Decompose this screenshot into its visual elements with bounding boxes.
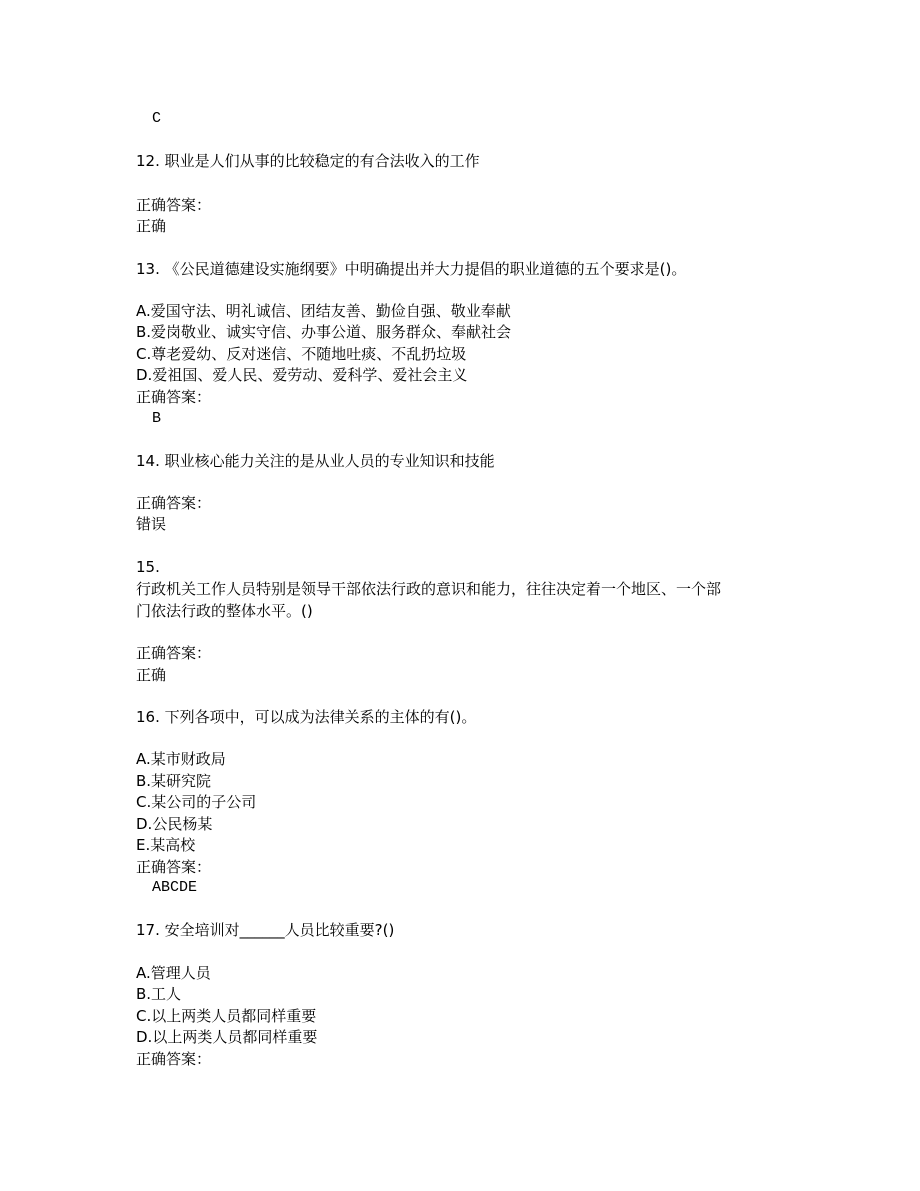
q16-option-d: D.公民杨某 [136, 815, 213, 833]
q17-option-c: C.以上两类人员都同样重要 [136, 1007, 317, 1025]
q16-answer: ABCDE [152, 879, 198, 896]
q12-answer-label: 正确答案： [136, 196, 212, 214]
q14-question: 14. 职业核心能力关注的是从业人员的专业知识和技能 [136, 452, 495, 470]
q15-question-line2: 门依法行政的整体水平。() [136, 602, 313, 620]
q16-question: 16. 下列各项中，可以成为法律关系的主体的有()。 [136, 708, 477, 726]
q13-option-b: B.爱岗敬业、诚实守信、办事公道、服务群众、奉献社会 [136, 323, 512, 341]
q12-answer: 正确 [136, 217, 167, 235]
q16-option-a: A.某市财政局 [136, 750, 226, 768]
q17-option-d: D.以上两类人员都同样重要 [136, 1028, 318, 1046]
q11-answer: C [152, 110, 162, 127]
q15-answer-label: 正确答案： [136, 644, 212, 662]
q15-answer: 正确 [136, 666, 167, 684]
q17-question: 17. 安全培训对______人员比较重要?() [136, 921, 395, 939]
q12-question: 12. 职业是人们从事的比较稳定的有合法收入的工作 [136, 152, 480, 170]
q13-option-a: A.爱国守法、明礼诚信、团结友善、勤俭自强、敬业奉献 [136, 302, 511, 320]
q14-answer-label: 正确答案： [136, 494, 212, 512]
q17-option-a: A.管理人员 [136, 964, 211, 982]
q16-option-e: E.某高校 [136, 836, 196, 854]
q15-number: 15. [136, 558, 160, 576]
q13-answer: B [152, 410, 162, 427]
q17-option-b: B.工人 [136, 985, 182, 1003]
q16-answer-label: 正确答案： [136, 858, 212, 876]
q13-answer-label: 正确答案： [136, 388, 212, 406]
q13-option-d: D.爱祖国、爱人民、爱劳动、爱科学、爱社会主义 [136, 366, 468, 384]
q13-option-c: C.尊老爱幼、反对迷信、不随地吐痰、不乱扔垃圾 [136, 345, 467, 363]
q16-option-c: C.某公司的子公司 [136, 793, 257, 811]
q15-question-line1: 行政机关工作人员特别是领导干部依法行政的意识和能力，往往决定着一个地区、一个部 [136, 580, 722, 598]
q14-answer: 错误 [136, 515, 167, 533]
q16-option-b: B.某研究院 [136, 772, 212, 790]
q13-question: 13. 《公民道德建设实施纲要》中明确提出并大力提倡的职业道德的五个要求是()。 [136, 260, 687, 278]
q17-answer-label: 正确答案： [136, 1050, 212, 1068]
